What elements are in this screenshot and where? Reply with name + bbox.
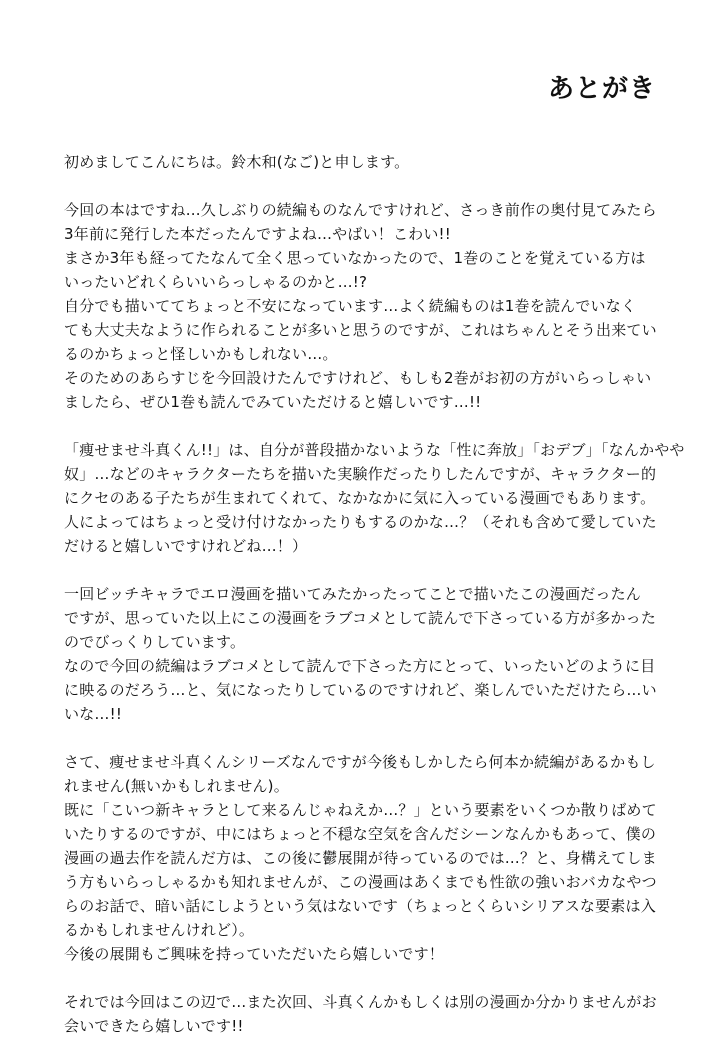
text-line: 既に「こいつ新キャラとして来るんじゃねえか…？」という要素をいくつか散りばめて — [64, 801, 657, 819]
text-line: 漫画の過去作を読んだ方は、この後に鬱展開が待っているのでは…？と、身構えてしま — [64, 849, 657, 867]
text-line: ても大丈夫なように作られることが多いと思うのですが、これはちゃんとそう出来てい — [64, 321, 657, 339]
text-line: るのかちょっと怪しいかもしれない…。 — [64, 345, 338, 363]
text-line: いたりするのですが、中にはちょっと不穏な空気を含んだシーンなんかもあって、僕の — [64, 825, 657, 843]
text-line: にクセのある子たちが生まれてくれて、なかなかに気に入っている漫画でもあります。 — [64, 489, 656, 507]
text-line: れません(無いかもしれません)。 — [64, 777, 289, 795]
text-line: だけると嬉しいですけれどね…！） — [64, 537, 308, 555]
paragraph — [64, 750, 664, 966]
text-line: 会いできたら嬉しいです!! — [64, 1017, 244, 1035]
text-line: ですが、思っていた以上にこの漫画をラブコメとして読んで下さっている方が多かった — [64, 609, 657, 627]
text-line: 奴」…などのキャラクターたちを描いた実験作だったりしたんですが、キャラクター的 — [64, 465, 657, 483]
text-line: 人によってはちょっと受け付けなかったりもするのかな…？（それも含めて愛していた — [64, 513, 657, 531]
text-line: 初めましてこんにちは。鈴木和(なご)と申します。 — [64, 153, 410, 171]
text-line: いな…!! — [64, 705, 123, 723]
text-line: それでは今回はこの辺で…また次回、斗真くんかもしくは別の漫画か分かりませんがお — [64, 993, 657, 1011]
text-line: らのお話で、暗い話にしようという気はないです（ちょっとくらいシリアスな要素は入 — [64, 897, 656, 915]
text-line: 一回ビッチキャラでエロ漫画を描いてみたかったってことで描いたこの漫画だったん — [64, 585, 642, 603]
text-line: のでびっくりしています。 — [64, 633, 246, 651]
text-line: まさか3年も経ってたなんて全く思っていなかったので、1巻のことを覚えている方は — [64, 249, 646, 267]
text-line: 3年前に発行した本だったんですよね…やばい！こわい!! — [64, 225, 451, 243]
text-line: 今後の展開もご興味を持っていただいたら嬉しいです！ — [64, 945, 445, 963]
text-line: 今回の本はですね…久しぶりの続編ものなんですけれど、さっき前作の奥付見てみたら — [64, 201, 657, 219]
text-line: いったいどれくらいいらっしゃるのかと…!? — [64, 273, 368, 291]
text-line: さて、痩せませ斗真くんシリーズなんですが今後もしかしたら何本か続編があるかもし — [64, 753, 656, 771]
paragraph — [64, 990, 664, 1038]
text-line: 「痩せませ斗真くん!!」は、自分が普段描かないような「性に奔放」「おデブ」「なんかやや — [64, 441, 685, 459]
text-line: う方もいらっしゃるかも知れませんが、この漫画はあくまでも性欲の強いおバカなやつ — [64, 873, 657, 891]
text-line: 自分でも描いててちょっと不安になっています…よく続編ものは1巻を読んでいなく — [64, 297, 637, 315]
paragraph — [64, 438, 685, 558]
paragraph — [64, 198, 664, 414]
text-line: そのためのあらすじを今回設けたんですけれど、もしも2巻がお初の方がいらっしゃい — [64, 369, 652, 387]
paragraph — [64, 150, 664, 174]
text-line: るかもしれませんけれど）。 — [64, 921, 255, 939]
page-title: あとがき — [547, 74, 656, 104]
afterword-body — [64, 150, 685, 1062]
text-line: に映るのだろう…と、気になったりしているのですけれど、楽しんでいただけたら…い — [64, 681, 657, 699]
paragraph — [64, 582, 664, 726]
text-line: なので今回の続編はラブコメとして読んで下さった方にとって、いったいどのように目 — [64, 657, 656, 675]
text-line: ましたら、ぜひ1巻も読んでみていただけると嬉しいです…!! — [64, 393, 482, 411]
